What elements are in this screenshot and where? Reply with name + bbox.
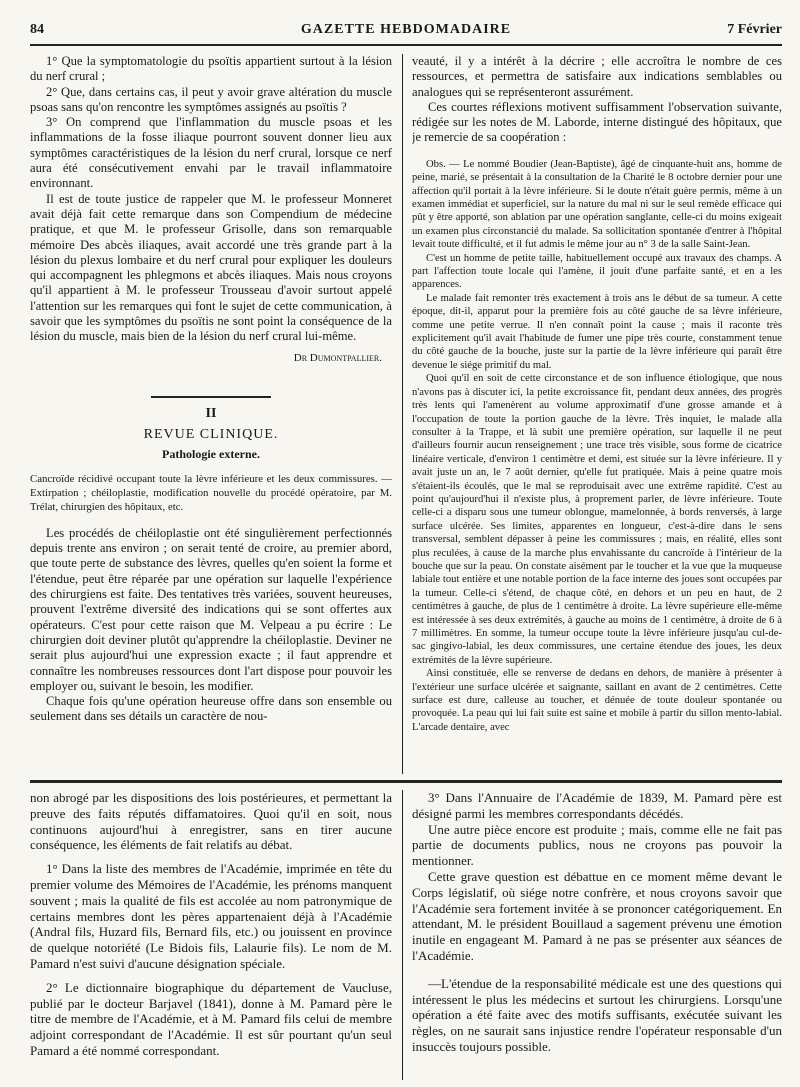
paragraph: Ces courtes réflexions motivent suffisamment l'observation suivante, rédigée sur les notes de M. Laborde, interne distingué des hôpitaux, que je remercie de sa coopération : [412,99,782,145]
paragraph: non abrogé par les dispositions des lois postérieures, et permettant la preuve des faits réputés diffamatoires. Quoi qu'il en soit, nous continuons aujourd'hui à enregistrer, sans en tirer aucune conséquence, les éléments de fait relatifs au débat. [30,790,392,853]
observation-paragraph: Quoi qu'il en soit de cette circonstance et de son influence étiologique, que nous n'avons pas à discuter ici, la petite excroissance fit, pendant deux années, des progrès très lents qui l'amenèrent au volume approximatif d'une grosse amande et à l'occupation de toute la portion gauche de la lèvre. Très inquiet, le malade alla consulter à la Trappe, et là subit une première opération, sur laquelle il ne peut d'ailleurs fournir aucun renseignement ; une trace très visible, sous forme de cicatrice linéaire verticale, d'environ 1 centimètre et demi, est située sur la lèvre inférieure. Il y avait juste un an, le 7 août dernier, qu'elle fut pratiquée. Mais à peine quatre mois s'étaient-ils écoulés, que le mal se reproduisait avec une extrême rapidité. C'est au point qu'aujourd'hui il n'existe plus, à proprement parler, de lèvre inférieure. Toute celle-ci a disparu sous une tumeur oblongue, mamelonnée, à bords renversés, à large surface ulcérée. Ses limites, apparentes en longueur, c'est-à-dire dans le sens transversal, semblent dépasser à peine les commissures ; mais, en réalité, elles sont plus reculées, à cause de la marche plus envahissante du cancroïde à l'intérieur de la bouche que sur la peau. On constate aisément par le toucher et la vue que la muqueuse labiale tout entière et une notable portion de la face interne des joues sont occupées par la tumeur. Celle-ci s'étend, de chaque côté, en dehors et un peu en haut, de 2 centimètres à gauche, de plus de 1 centimètre à droite. La lèvre supérieure elle-même est intéressée à ses deux extrémités, à gauche au moins de 1 centimètre, à droite de 6 à 7 millimètres. En somme, la tumeur occupe toute la lèvre inférieure jusqu'au cul-de-sac gingivo-labial, les deux commissures, une certaine étendue des joues, les deux extrémités de la lèvre supérieure. [412,373,782,666]
signature: Dr Dumontpallier. [293,351,382,364]
issue-date: 7 Février [727,22,782,37]
section-number: II [205,405,217,421]
paragraph: Une autre pièce encore est produite ; mais, comme elle ne fait pas partie de documents publics, nous ne croyons pas pouvoir la mentionner. [412,821,782,869]
horizontal-divider [30,780,782,783]
observation [412,158,782,734]
observation-paragraph: Le malade fait remonter très exactement à trois ans le début de sa tumeur. A cette époque, dit-il, apparut pour la première fois au côté gauche de sa lèvre inférieure, comme une petite verrue. Il n'en connaît point la cause ; mais il raconte très explicitement qu'il avait l'habitude de fumer une pipe très courte, constamment tenue du côté gauche de la bouche, juste sur la partie de la lèvre inférieure qui paraît être devenue le siége primitif du mal. [412,292,782,371]
observation-paragraph: Obs. — Le nommé Boudier (Jean-Baptiste), âgé de cinquante-huit ans, homme de peine, marié, se présentait à la consultation de la Charité le 8 octobre dernier pour une affection qu'il portait à la lèvre inférieure. Si le doute n'était guère permis, même à un examen immédiat et superficiel, sur la nature du mal ni sur le seul remède efficace qui pût y être apporté, son ablation par une opération sanglante, celle-ci du moins exigeait un examen plus circonstancié du malade. Sa sollicitation spontanée d'entrer à l'hôpital levait toute difficulté, et il fut admis le même jour au n° 3 de la salle Saint-Jean. [412,158,782,251]
lower-left-column [30,790,392,1080]
column-divider-upper [402,54,403,774]
observation-paragraph: Ainsi constituée, elle se renverse de dedans en dehors, de manière à présenter à l'extérieur une surface ulcérée et saignante, saillant en avant de 2 centimètres. Cette surface est dure, calleuse au toucher, et dénuée de toute douleur spontanée ou provoquée. La peau qui lui fait suite est saine et mobile à partir du sillon mento-labial. L'arcade dentaire, avec [412,668,782,733]
section-divider [151,396,271,398]
observation-paragraph: C'est un homme de petite taille, habituellement occupé aux travaux des champs. A part l'affection toute locale qui l'amène, il jouit d'une parfaite santé, et en a les apparences. [412,252,782,291]
paragraph: Les procédés de chéiloplastie ont été singulièrement perfectionnés depuis trente ans environ ; on serait tenté de croire, au premier abord, que toute perte de substance des lèvres, quelles qu'en soient la forme et l'étendue, peut être réparée par une opération sur laquelle l'expérience des chirurgiens est faite. Des tentatives très variées, souvent heureuses, prouvent l'extrême diversité des indications qui se sont offertes aux opérateurs. C'est pour cette raison que M. Velpeau a pu écrire : Le chirurgien doit deviner plutôt qu'apprendre la chéiloplastie. Deviner ne serait plus aujourd'hui une expression exacte ; il faut apprendre et connaître les nombreuses ressources dont l'art dispose pour pouvoir les employer ou, suivant le besoin, les modifier. [30,525,392,693]
paragraph: 2° Que, dans certains cas, il peut y avoir grave altération du muscle psoas sans qu'on rencontre les symptômes assignés au psoïtis ? [30,84,392,114]
lower-right-column [412,790,782,1080]
header-rule [30,44,782,46]
paragraph: Cette grave question est débattue en ce moment même devant le Corps législatif, où siége notre confrère, et nous croyons savoir que l'Académie sera fortement invitée à se prononcer catégoriquement. En attendant, M. le président Bouillaud a sagement prévenu une émotion inutile en engageant M. Pamard à ne pas se présenter aux séances de l'Académie. [412,868,782,963]
paragraph: Il est de toute justice de rappeler que M. le professeur Monneret avait déjà fait cette remarque dans son Compendium de médecine pratique, et que M. le professeur Grisolle, dans son remarquable mémoire Des abcès iliaques, avait accordé une très grande part à la lésion du plexus lombaire et du nerf crural pour expliquer les douleurs qui accompagnent les phlegmons et abcès iliaques. Mais nous croyons qu'il appartient à M. le professeur Trousseau d'avoir surtout appelé l'attention sur les remarques qui font le sujet de cette communication, à savoir que les symptômes du psoïtis ne sont point la conséquence de la lésion du muscle, mais bien de la lésion du nerf crural lui-même. [30,191,392,344]
paragraph: 2° Le dictionnaire biographique du département de Vaucluse, publié par le docteur Barjavel (1841), donne à M. Pamard père le titre de membre de l'Académie, et à M. Pamard fils celui de membre adjoint correspondant de l'Académie. Il est sûr pourtant qu'un seul Pamard a été nommé correspondant. [30,979,392,1058]
paragraph: 3° On comprend que l'inflammation du muscle psoas et les inflammations de la fosse iliaque pourront souvent donner lieu aux symptômes caractéristiques de la lésion du nerf crural, lorsque ce nerf aura été consécutivement envahi par le travail inflammatoire environnant. [30,115,392,191]
upper-right-column [412,54,782,782]
page-header [30,22,782,42]
section-title: REVUE CLINIQUE. [143,427,279,443]
section-subtitle: Pathologie externe. [162,446,260,461]
column-divider-lower [402,790,403,1080]
page-number: 84 [30,22,44,37]
paragraph: —L'étendue de la responsabilité médicale est une des questions qui intéressent le plus les médecins et surtout les chirurgiens. Lorsqu'une opération a été faite avec des motifs suffisants, exécutée suivant les règles, on ne saurait sans injustice rendre l'opérateur responsable d'un insuccès toujours possible. [412,975,782,1054]
upper-left-column [30,54,392,782]
paragraph: 3° Dans l'Annuaire de l'Académie de 1839, M. Pamard père est désigné parmi les membres correspondants décédés. [412,790,782,821]
paragraph: veauté, il y a intérêt à la décrire ; elle accroîtra le nombre de ces ressources, et permettra de satisfaire aux indications semblables ou analogues qui se représenteront assurément. [412,54,782,99]
paragraph: 1° Que la symptomatologie du psoïtis appartient surtout à la lésion du nerf crural ; [30,54,392,84]
journal-title: GAZETTE HEBDOMADAIRE [300,22,512,37]
paragraph: Chaque fois qu'une opération heureuse offre dans son ensemble ou seulement dans ses détails un caractère de nou- [30,694,392,724]
case-title: Cancroïde récidivé occupant toute la lèvre inférieure et les deux commissures. — Extirpation ; chéiloplastie, modification nouvelle du procédé opératoire, par M. Trélat, chirurgien des hôpitaux, etc. [30,472,392,513]
paragraph: 1° Dans la liste des membres de l'Académie, imprimée en tête du premier volume des Mémoires de l'Académie, les prénoms manquent souvent ; mais la qualité de fils est accolée au nom patronymique de certains membres dont les pères appartenaient déjà à l'Académie (Andral fils, Huzard fils, Bernard fils, etc.) ou jouissent en province de quelque notoriété (Le Bidois fils, Lalaurie fils). Le nom de M. Pamard n'est suivi d'aucune désignation spéciale. [30,861,392,971]
